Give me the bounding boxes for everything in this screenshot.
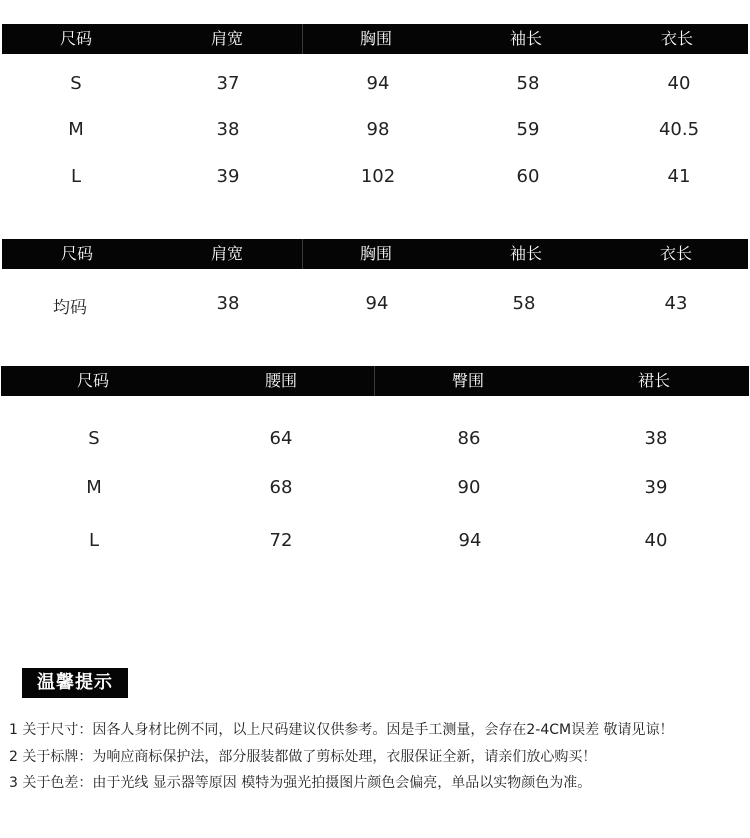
header-shoulder: 肩宽 xyxy=(210,29,244,48)
cell-size: 均码 xyxy=(53,298,87,318)
tips-title-badge: 温馨提示 xyxy=(22,668,128,698)
cell-shoulder: 38 xyxy=(216,119,240,140)
cell-size: S xyxy=(88,428,100,449)
cell-length: 43 xyxy=(664,293,688,314)
cell-shoulder: 38 xyxy=(216,293,240,314)
cell-shoulder: 39 xyxy=(216,166,240,187)
cell-hip: 86 xyxy=(457,428,481,449)
cell-chest: 94 xyxy=(365,293,389,314)
cell-sleeve: 59 xyxy=(516,119,540,140)
cell-size: M xyxy=(68,119,84,140)
header-size: 尺码 xyxy=(76,371,110,390)
header-divider xyxy=(302,24,303,54)
cell-length: 41 xyxy=(667,166,691,187)
tip-note: 2 关于标牌：为响应商标保护法，部分服装都做了剪标处理，衣服保证全新，请亲们放心购买！ xyxy=(9,749,597,765)
cell-sleeve: 58 xyxy=(516,73,540,94)
header-hip: 臀围 xyxy=(451,371,485,390)
size-table-1-header xyxy=(2,24,748,54)
cell-size: L xyxy=(70,166,82,187)
header-waist: 腰围 xyxy=(264,371,298,390)
header-sleeve: 袖长 xyxy=(509,29,543,48)
cell-chest: 102 xyxy=(360,166,396,187)
size-table-3-header xyxy=(1,366,749,396)
tip-note: 1 关于尺寸：因各人身材比例不同，以上尺码建议仅供参考。因是手工测量，会存在2-4CM误差 敬请见谅！ xyxy=(9,722,674,738)
cell-sleeve: 60 xyxy=(516,166,540,187)
cell-length: 40.5 xyxy=(658,119,700,140)
cell-hip: 94 xyxy=(458,530,482,551)
cell-size: L xyxy=(88,530,100,551)
cell-shoulder: 37 xyxy=(216,73,240,94)
cell-size: S xyxy=(70,73,82,94)
header-divider xyxy=(374,366,375,396)
header-size: 尺码 xyxy=(60,244,94,263)
header-skirt-length: 裙长 xyxy=(637,371,671,390)
cell-sleeve: 58 xyxy=(512,293,536,314)
cell-skirt-length: 40 xyxy=(644,530,668,551)
header-shoulder: 肩宽 xyxy=(210,244,244,263)
tip-note: 3 关于色差：由于光线 显示器等原因 模特为强光拍摄图片颜色会偏亮，单品以实物颜色为准。 xyxy=(9,775,592,791)
size-table-2-header xyxy=(2,239,748,269)
cell-skirt-length: 38 xyxy=(644,428,668,449)
cell-waist: 64 xyxy=(269,428,293,449)
header-chest: 胸围 xyxy=(359,29,393,48)
header-size: 尺码 xyxy=(59,29,93,48)
cell-length: 40 xyxy=(667,73,691,94)
cell-chest: 94 xyxy=(366,73,390,94)
cell-waist: 68 xyxy=(269,477,293,498)
header-sleeve: 袖长 xyxy=(509,244,543,263)
header-chest: 胸围 xyxy=(359,244,393,263)
cell-waist: 72 xyxy=(269,530,293,551)
header-length: 衣长 xyxy=(659,244,693,263)
header-length: 衣长 xyxy=(660,29,694,48)
header-divider xyxy=(302,239,303,269)
cell-skirt-length: 39 xyxy=(644,477,668,498)
cell-size: M xyxy=(86,477,102,498)
cell-hip: 90 xyxy=(457,477,481,498)
cell-chest: 98 xyxy=(366,119,390,140)
